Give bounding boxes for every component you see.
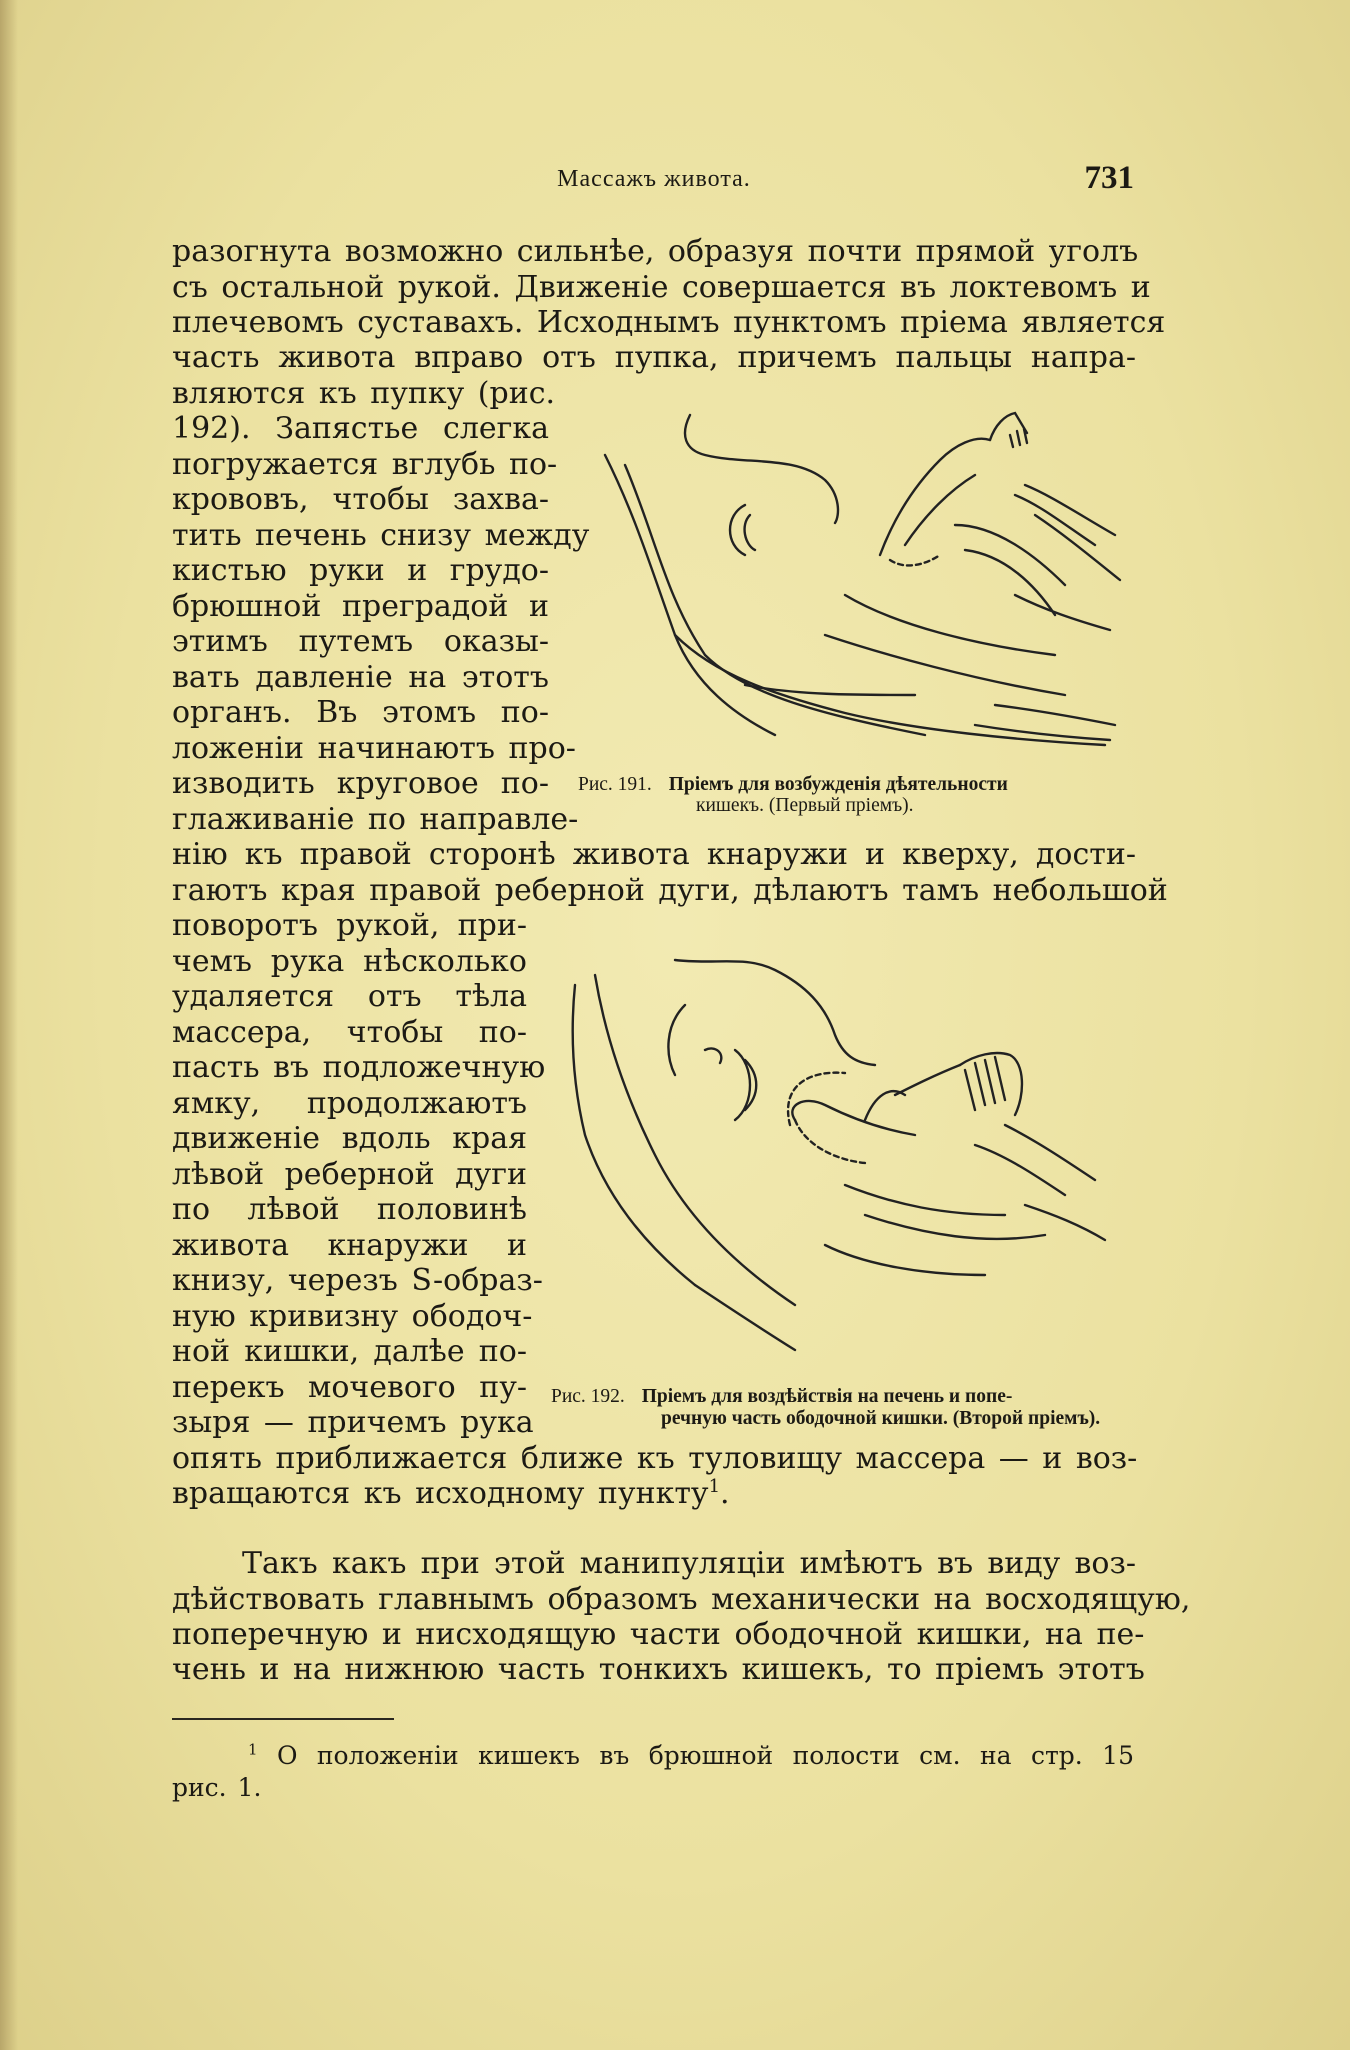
figure-191-caption-line1: Пріемъ для возбужденія дѣятельности <box>668 774 1008 795</box>
text-line: плечевомъ суставахъ. Исходнымъ пунктомъ пріема является <box>172 305 1166 340</box>
figure-191-caption-line2: кишекъ. (Первый пріемъ). <box>696 795 914 816</box>
text-line: вать давленіе на этотъ <box>172 660 549 695</box>
text-line: книзу, черезъ S-образ- <box>172 1263 543 1298</box>
text-line: пасть въ подложечную <box>172 1050 546 1085</box>
text-line: опять приближается ближе къ туловищу массера — и воз- <box>172 1441 1138 1476</box>
text-line: гаютъ края правой реберной дуги, дѣлаютъ тамъ небольшой <box>172 873 1168 908</box>
text-line: вращаются къ исходному пункту$^1$. <box>172 1476 730 1511</box>
text-line: этимъ путемъ оказы- <box>172 624 549 659</box>
text-line: ямку, продолжаютъ <box>172 1086 527 1121</box>
text-line: крововъ, чтобы захва- <box>172 482 549 517</box>
figure-191-caption <box>578 774 1008 796</box>
text-line: ной кишки, далѣе по- <box>172 1334 527 1369</box>
text-line: глаживаніе по направле- <box>172 802 579 837</box>
text-line: брюшной преградой и <box>172 589 549 624</box>
figure-191-illustration <box>595 395 1135 760</box>
text-line: нію къ правой сторонѣ живота кнаружи и кверху, дости- <box>172 837 1136 872</box>
footnote-marker: 1 <box>248 1740 258 1759</box>
text-line: 192). Запястье слегка <box>172 411 549 446</box>
text-line: изводить круговое по- <box>172 766 549 801</box>
text-line: движеніе вдоль края <box>172 1121 527 1156</box>
footnote-line: $^1$ О положеніи кишекъ въ брюшной полости см. на стр. 15 <box>248 1740 1134 1770</box>
text-line: живота кнаружи и <box>172 1228 527 1263</box>
figure-192-caption <box>551 1386 1012 1408</box>
text-line: кистью руки и грудо- <box>172 553 549 588</box>
figure-192-caption-line2: речную часть ободочной кишки. (Второй пріемъ). <box>661 1408 1101 1429</box>
text-line: тить печень снизу между <box>172 518 590 553</box>
text-line: разогнута возможно сильнѣе, образуя почти прямой уголъ <box>172 234 1139 269</box>
text-line: лѣвой реберной дуги <box>172 1157 527 1192</box>
text-line: вляются къ пупку (рис. <box>172 376 556 411</box>
text-line: по лѣвой половинѣ <box>172 1192 527 1227</box>
footnote-rule <box>172 1718 394 1720</box>
running-head: Массажъ живота. <box>557 166 751 192</box>
text-line: перекъ мочевого пу- <box>172 1370 527 1405</box>
text-line: органъ. Въ этомъ по- <box>172 695 549 730</box>
figure-192-illustration <box>565 945 1125 1365</box>
footnote-ref: 1 <box>708 1476 721 1497</box>
page-header <box>170 160 1138 200</box>
text-line: чень и на нижнюю часть тонкихъ кишекъ, то пріемъ этотъ <box>172 1652 1145 1687</box>
text-line: часть живота вправо отъ пупка, причемъ пальцы напра- <box>172 340 1136 375</box>
text-line: поперечную и нисходящую части ободочной кишки, на пе- <box>172 1617 1145 1652</box>
text-line: дѣйствовать главнымъ образомъ механически на восходящую, <box>172 1582 1191 1617</box>
text-line: чемъ рука нѣсколько <box>172 944 527 979</box>
text-line: зыря — причемъ рука <box>172 1405 534 1440</box>
figure-192-label: Рис. 192. <box>551 1386 625 1407</box>
page-edge-shadow <box>0 0 18 2050</box>
text-line: ложеніи начинаютъ про- <box>172 731 576 766</box>
page-number: 731 <box>1084 160 1134 196</box>
figure-192-caption-line1: Пріемъ для воздѣйствія на печень и попе- <box>641 1386 1013 1407</box>
figure-191-label: Рис. 191. <box>578 774 652 795</box>
text-line: ную кривизну ободоч- <box>172 1299 533 1334</box>
text-line: погружается вглубь по- <box>172 447 558 482</box>
text-line: Такъ какъ при этой манипуляціи имѣютъ въ виду воз- <box>242 1546 1136 1581</box>
text-line: удаляется отъ тѣла <box>172 979 527 1014</box>
footnote-line: рис. 1. <box>172 1773 262 1802</box>
text-line: массера, чтобы по- <box>172 1015 527 1050</box>
text-line: съ остальной рукой. Движеніе совершается въ локтевомъ и <box>172 270 1151 305</box>
text-line: поворотъ рукой, при- <box>172 908 527 943</box>
